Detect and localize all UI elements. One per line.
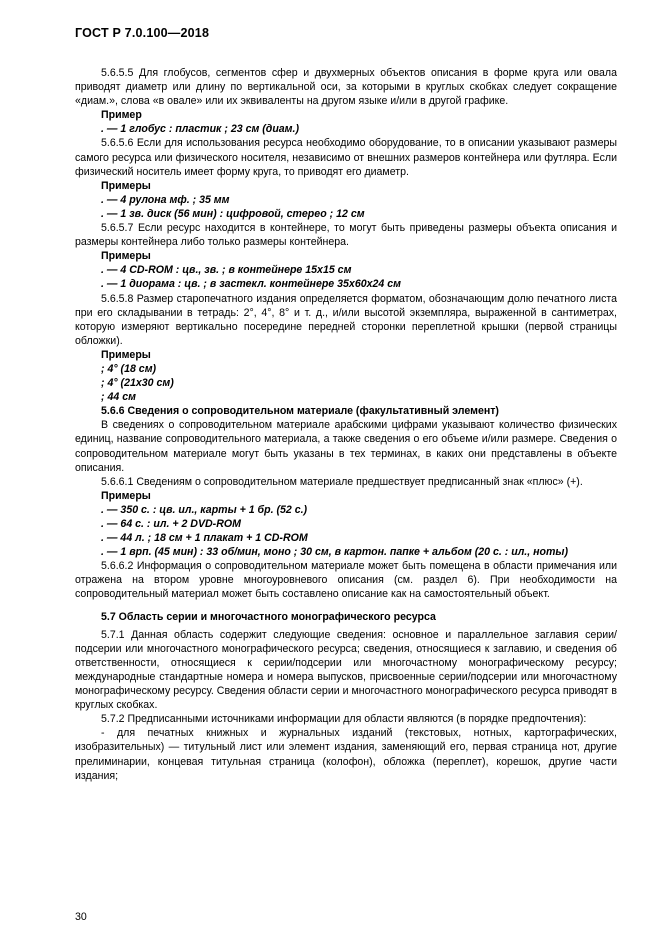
examples-label: Примеры [101,179,151,192]
example-label: Пример [101,109,142,122]
paragraph-5-6-6-2: 5.6.6.2 Информация о сопроводительном материале может быть помещена в области примечания или отражена на втором уровне многоуровневого описания (см. раздел 6). При необходимости на сопроводительный материал может быть составлено описание как на самостоятельный объект. [75,560,617,601]
example-entry: . — 1 врп. (45 мин) : 33 об/мин, моно ; 30 см, в картон. папке + альбом (20 с. : ил., ноты) [101,546,568,559]
spacer [75,602,617,610]
subsection-heading-5-6-6: 5.6.6 Сведения о сопроводительном материале (факультативный элемент) [101,405,499,418]
document-body [75,66,617,783]
example-entry: . — 64 с. : ил. + 2 DVD-ROM [101,518,241,530]
example-entry: . — 4 рулона мф. ; 35 мм [101,193,230,206]
section-heading-5-7: 5.7 Область серии и многочастного монографического ресурса [101,610,436,623]
example-entry: . — 44 л. ; 18 см + 1 плакат + 1 CD-ROM [101,532,308,545]
paragraph-5-7-1: 5.7.1 Данная область содержит следующие сведения: основное и параллельное заглавия серии/подсерии или многочастного монографического ресурса; сведения, относящиеся к заглавию, и сведения об ответственности, относящиеся к серии/подсерии или многочастному монографическому ресурсу; международные стандартные номера и номера выпусков, присвоенные серии/подсерии или многочастному монографическому ресурсу. Сведения области серии и многочастного монографического ресурса приводят в круглых скобках. [75,628,617,712]
page-number: 30 [75,911,87,923]
paragraph-5-6-5-8: 5.6.5.8 Размер старопечатного издания определяется форматом, обозначающим долю печатного листа при его складывании в тетрадь: 2°, 4°, 8° и т. д., и/или высотой экземпляра, выраженной в сантиметрах, которую измеряют вертикально посередине передней сторонки переплетной крышки (первой страницы обложки). [75,292,617,347]
example-entry: . — 350 с. : цв. ил., карты + 1 бр. (52 с.) [101,503,308,516]
example-entry: . — 4 CD-ROM : цв., зв. ; в контейнере 15х15 см [101,264,352,277]
paragraph-5-6-6-intro: В сведениях о сопроводительном материале арабскими цифрами указывают количество физических единиц, название сопроводительного материала, а также сведения о его объеме и/или размере. Сведения о сопроводительном материале могут быть указаны в тех терминах, в каких они представлены в объекте описания. [75,419,617,474]
list-item: - для печатных книжных и журнальных изданий (текстовых, нотных, картографических, изобразительных) — титульный лист или элемент издания, заменяющий его, первая страница нот, другие прелиминарии, концевая титульная страница (колофон), обложка (переплет), корешок, другие части издания; [75,727,617,782]
example-entry: ; 44 см [101,391,136,404]
example-entry: . — 1 зв. диск (56 мин) : цифровой, стерео ; 12 см [101,207,365,220]
paragraph-5-7-2: 5.7.2 Предписанными источниками информации для области являются (в порядке предпочтения): [101,713,587,726]
paragraph-5-6-6-1: 5.6.6.1 Сведениям о сопроводительном материале предшествует предписанный знак «плюс» (+). [101,475,583,488]
examples-label: Примеры [101,250,151,263]
example-entry: . — 1 глобус : пластик ; 23 см (диам.) [101,123,299,136]
paragraph-5-6-5-7: 5.6.5.7 Если ресурс находится в контейнере, то могут быть приведены размеры объекта описания и размеры контейнера либо только размеры контейнера. [75,222,617,249]
example-entry: ; 4° (21х30 см) [101,377,174,390]
example-entry: ; 4° (18 см) [101,362,157,375]
page-header: ГОСТ Р 7.0.100—2018 [75,26,210,40]
paragraph-5-6-5-5: 5.6.5.5 Для глобусов, сегментов сфер и двухмерных объектов описания в форме круга или овала приводят диаметр или длину по вертикальной оси, за которыми в круглых скобках следует сокращение «диам.», слова «в овале» или их эквиваленты на другом языке и/или в другой графике. [75,67,617,108]
example-entry: . — 1 диорама : цв. ; в застекл. контейнере 35х60х24 см [101,278,401,291]
examples-label: Примеры [101,489,151,502]
paragraph-5-6-5-6: 5.6.5.6 Если для использования ресурса необходимо оборудование, то в описании указывают размеры самого ресурса или физического носителя, независимо от внешних размеров контейнера или футляра. Если физический носитель имеет форму круга, то приводят его диаметр. [75,137,617,178]
examples-label: Примеры [101,348,151,361]
